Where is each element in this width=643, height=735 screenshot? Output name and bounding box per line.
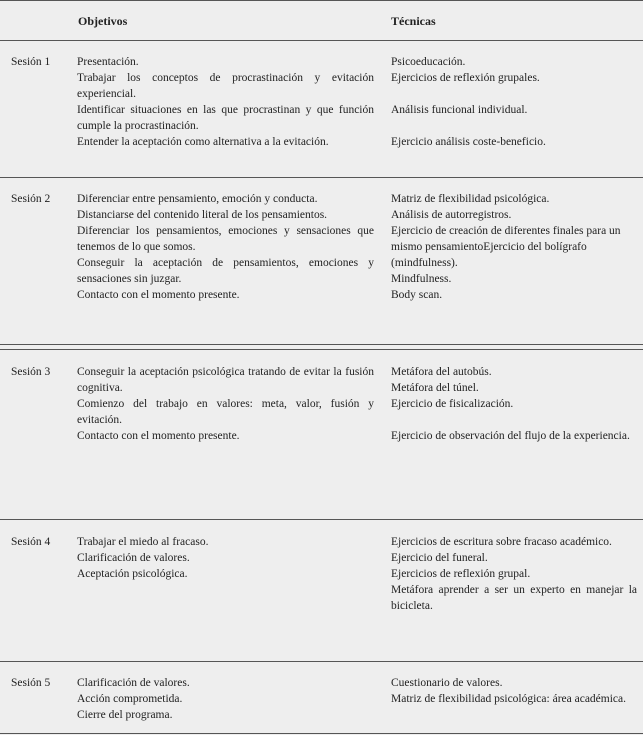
objectives-cell [77,675,374,723]
technique-item: Ejercicio de creación de diferentes finales para un mismo pensamientoEjercicio del bolígrafo (mindfulness). [391,225,621,269]
technique-item: Ejercicio de fisicalización. [391,398,514,410]
header-rule [0,40,643,41]
objectives-cell [77,364,374,444]
row-divider [0,519,643,520]
objective-item: Clarificación de valores. [77,677,190,689]
technique-item: Análisis de autorregistros. [391,209,512,221]
technique-item: Mindfulness. [391,273,452,285]
header-techniques: Técnicas [391,14,436,28]
techniques-cell [391,54,637,150]
technique-item: Ejercicio del funeral. [391,552,488,564]
objective-item: Contacto con el momento presente. [77,289,240,301]
objective-item: Aceptación psicológica. [77,568,188,580]
objective-item: Trabajar el miedo al fracaso. [77,536,209,548]
objective-item: Cierre del programa. [77,709,173,721]
technique-item: Matriz de flexibilidad psicológica. [391,193,550,205]
objective-item: Contacto con el momento presente. [77,430,240,442]
objective-item: Conseguir la aceptación psicológica tratando de evitar la fusión cognitiva. [77,366,374,394]
technique-item: Ejercicios de reflexión grupal. [391,568,531,580]
table-bottom-rule [0,733,643,734]
techniques-cell [391,675,637,707]
header-objectives: Objetivos [78,14,128,28]
techniques-cell [391,534,637,614]
objective-item: Entender la aceptación como alternativa a la evitación. [77,136,329,148]
technique-item: Metáfora del autobús. [391,366,492,378]
objective-item: Identificar situaciones en las que procrastinan y que función cumple la procrastinación. [77,104,374,132]
objective-item: Diferenciar entre pensamiento, emoción y conducta. [77,193,318,205]
objective-item: Presentación. [77,56,139,68]
technique-item: Psicoeducación. [391,56,466,68]
objective-item: Conseguir la aceptación de pensamientos, emociones y sensaciones sin juzgar. [77,257,374,285]
objective-item: Distanciarse del contenido literal de los pensamientos. [77,209,328,221]
row-divider [0,344,643,345]
objectives-cell [77,54,374,150]
row-divider [0,177,643,178]
objectives-cell [77,534,374,582]
objectives-cell [77,191,374,303]
technique-item: Ejercicios de reflexión grupales. [391,72,540,84]
objective-item: Comienzo del trabajo en valores: meta, valor, fusión y evitación. [77,398,374,426]
session-label: Sesión 3 [11,366,51,378]
techniques-cell [391,364,637,444]
technique-item: Ejercicio de observación del flujo de la experiencia. [391,430,630,442]
session-label: Sesión 2 [11,193,51,205]
session-label: Sesión 1 [11,56,51,68]
objective-item: Diferenciar los pensamientos, emociones y sensaciones que tenemos de lo que somos. [77,225,374,253]
technique-item: Metáfora del túnel. [391,382,479,394]
technique-item: Matriz de flexibilidad psicológica: área académica. [391,693,626,705]
technique-item: Ejercicio análisis coste-beneficio. [391,136,546,148]
technique-item: Cuestionario de valores. [391,677,503,689]
technique-item: Metáfora aprender a ser un experto en manejar la bicicleta. [391,584,637,612]
table-top-rule [0,0,643,1]
techniques-cell [391,191,637,303]
row-divider [0,349,643,350]
technique-item: Ejercicios de escritura sobre fracaso académico. [391,536,612,548]
row-divider [0,661,643,662]
session-label: Sesión 5 [11,677,51,689]
objective-item: Acción comprometida. [77,693,183,705]
technique-item: Análisis funcional individual. [391,104,528,116]
technique-item: Body scan. [391,289,443,301]
objective-item: Clarificación de valores. [77,552,190,564]
objective-item: Trabajar los conceptos de procrastinación y evitación experiencial. [77,72,374,100]
session-label: Sesión 4 [11,536,51,548]
